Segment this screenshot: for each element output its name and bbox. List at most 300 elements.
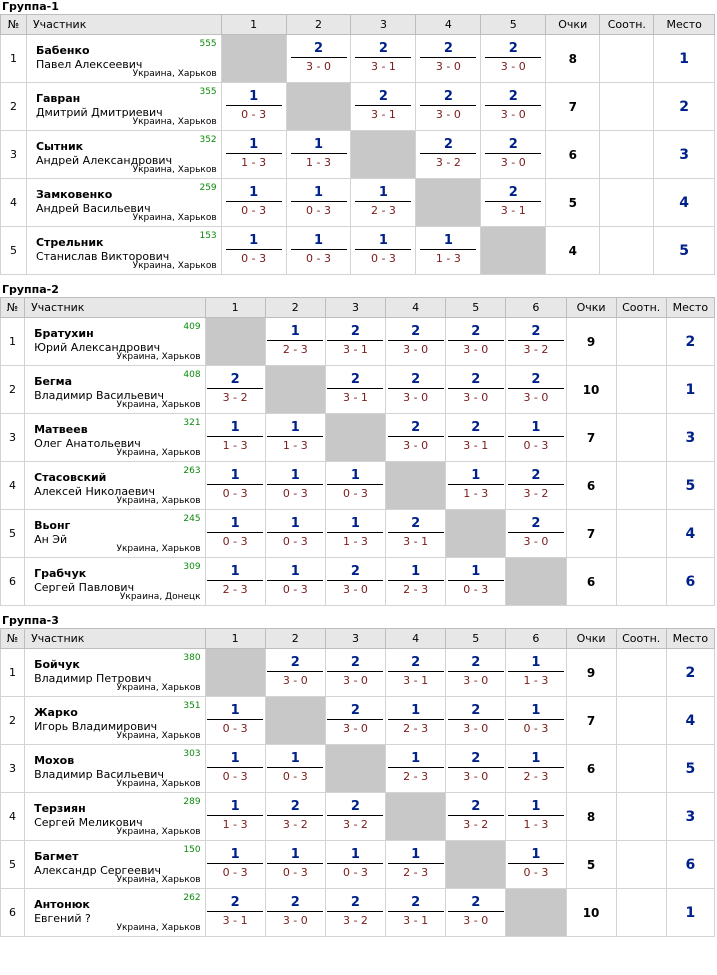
player-fullname: Андрей Васильевич xyxy=(35,201,151,215)
table-row xyxy=(1,697,715,745)
match-result xyxy=(267,656,323,689)
match-score: 3 - 0 xyxy=(500,156,526,169)
match-score: 0 - 3 xyxy=(306,252,332,265)
match-points: 2 xyxy=(355,90,411,106)
match-result xyxy=(508,704,564,737)
match-points: 2 xyxy=(327,896,383,912)
match-result xyxy=(207,565,263,598)
match-points: 2 xyxy=(388,325,444,341)
match-result xyxy=(388,517,444,550)
player-surname[interactable]: Гавран xyxy=(35,91,81,105)
match-result-cell xyxy=(446,745,506,793)
match-score: 1 - 3 xyxy=(241,156,267,169)
player-surname[interactable]: Бойчук xyxy=(34,657,80,671)
self-match-cell xyxy=(205,649,265,697)
table-row xyxy=(1,462,715,510)
player-fullname: Владимир Петрович xyxy=(34,671,152,685)
match-result-cell xyxy=(506,841,566,889)
header-opponent-col: 2 xyxy=(286,15,351,35)
player-surname[interactable]: Багмет xyxy=(34,849,79,863)
player-fullname: Юрий Александрович xyxy=(34,340,161,354)
table-row xyxy=(1,889,715,937)
match-score: 3 - 0 xyxy=(435,108,461,121)
match-score: 0 - 3 xyxy=(306,204,332,217)
match-result xyxy=(267,517,323,550)
header-opponent-col: 1 xyxy=(221,15,286,35)
match-result xyxy=(388,373,444,406)
match-points: 1 xyxy=(327,469,383,485)
player-surname[interactable]: Матвеев xyxy=(34,422,88,436)
match-result xyxy=(388,656,444,689)
match-result xyxy=(291,234,347,267)
match-score: 1 - 3 xyxy=(523,818,549,831)
match-result xyxy=(388,565,444,598)
match-result xyxy=(291,42,347,75)
match-score: 3 - 1 xyxy=(342,343,368,356)
match-score: 3 - 0 xyxy=(342,674,368,687)
match-result xyxy=(508,373,564,406)
match-result xyxy=(508,325,564,358)
player-city: Украина, Донецк xyxy=(119,592,201,602)
match-points: 1 xyxy=(267,517,323,533)
player-surname[interactable]: Сытник xyxy=(35,139,84,153)
player-surname[interactable]: Мохов xyxy=(34,753,75,767)
match-result-cell xyxy=(221,227,286,275)
match-result-cell xyxy=(446,649,506,697)
player-cell xyxy=(25,414,206,462)
player-city: Украина, Харьков xyxy=(116,683,201,693)
match-result-cell xyxy=(506,510,566,558)
match-result-cell xyxy=(351,83,416,131)
header-opponent-col: 6 xyxy=(506,298,566,318)
place-cell: 3 xyxy=(666,793,714,841)
match-result xyxy=(267,421,323,454)
match-result-cell xyxy=(205,697,265,745)
place-cell: 4 xyxy=(666,697,714,745)
match-points: 1 xyxy=(207,704,263,720)
self-match-cell xyxy=(265,366,325,414)
match-result xyxy=(388,421,444,454)
player-fullname: Олег Анатольевич xyxy=(34,436,141,450)
place-cell: 3 xyxy=(666,414,714,462)
match-result-cell xyxy=(286,227,351,275)
match-result xyxy=(226,90,282,123)
match-result-cell xyxy=(416,131,481,179)
match-result-cell xyxy=(265,414,325,462)
total-points: 9 xyxy=(566,318,616,366)
place-cell: 4 xyxy=(654,179,715,227)
match-points: 2 xyxy=(485,138,541,154)
self-match-cell xyxy=(325,414,385,462)
match-result-cell xyxy=(351,35,416,83)
match-result xyxy=(388,896,444,929)
player-city: Украина, Харьков xyxy=(132,261,217,271)
header-opponent-col: 5 xyxy=(446,629,506,649)
row-number: 6 xyxy=(1,889,25,937)
match-result xyxy=(388,325,444,358)
match-result-cell xyxy=(506,462,566,510)
match-points: 2 xyxy=(327,373,383,389)
match-points: 1 xyxy=(226,186,282,202)
match-points: 2 xyxy=(207,896,263,912)
match-points: 2 xyxy=(448,704,504,720)
place-cell: 1 xyxy=(654,35,715,83)
match-score: 3 - 0 xyxy=(500,60,526,73)
player-surname[interactable]: Братухин xyxy=(34,326,94,340)
match-score: 0 - 3 xyxy=(241,252,267,265)
match-result xyxy=(267,469,323,502)
match-result xyxy=(420,138,476,171)
row-number: 5 xyxy=(1,510,25,558)
match-result xyxy=(207,848,263,881)
match-score: 3 - 1 xyxy=(342,391,368,404)
player-rating: 408 xyxy=(183,370,201,380)
match-points: 2 xyxy=(448,421,504,437)
match-points: 1 xyxy=(420,234,476,250)
match-result xyxy=(207,517,263,550)
player-rating: 245 xyxy=(183,514,201,524)
match-score: 0 - 3 xyxy=(370,252,396,265)
place-cell: 6 xyxy=(666,558,714,606)
header-no: № xyxy=(1,15,27,35)
player-cell xyxy=(26,179,221,227)
match-result-cell xyxy=(325,366,385,414)
group-table xyxy=(0,14,715,275)
match-points: 2 xyxy=(267,656,323,672)
match-points: 1 xyxy=(448,469,504,485)
match-result-cell xyxy=(506,366,566,414)
match-result xyxy=(508,752,564,785)
row-number: 3 xyxy=(1,414,25,462)
header-row xyxy=(1,15,715,35)
header-points: Очки xyxy=(566,629,616,649)
table-row xyxy=(1,510,715,558)
match-result-cell xyxy=(481,35,546,83)
player-city: Украина, Харьков xyxy=(116,496,201,506)
place-cell: 1 xyxy=(666,889,714,937)
header-opponent-col: 3 xyxy=(325,298,385,318)
match-score: 3 - 0 xyxy=(435,60,461,73)
match-result xyxy=(327,800,383,833)
player-cell xyxy=(25,697,206,745)
player-surname[interactable]: Стасовский xyxy=(34,470,107,484)
self-match-cell xyxy=(205,318,265,366)
match-points: 2 xyxy=(355,42,411,58)
header-ratio: Соотн. xyxy=(600,15,654,35)
table-row xyxy=(1,366,715,414)
player-rating: 309 xyxy=(183,562,201,572)
match-score: 1 - 3 xyxy=(435,252,461,265)
match-score: 2 - 3 xyxy=(370,204,396,217)
header-place: Место xyxy=(654,15,715,35)
player-surname[interactable]: Стрельник xyxy=(35,235,104,249)
match-score: 0 - 3 xyxy=(222,770,248,783)
match-result-cell xyxy=(221,83,286,131)
match-result-cell xyxy=(286,131,351,179)
player-surname[interactable]: Бегма xyxy=(34,374,73,388)
match-score: 1 - 3 xyxy=(523,674,549,687)
match-points: 1 xyxy=(291,138,347,154)
match-result xyxy=(327,325,383,358)
match-score: 3 - 0 xyxy=(463,674,489,687)
match-result-cell xyxy=(481,131,546,179)
player-cell xyxy=(25,510,206,558)
player-cell xyxy=(25,649,206,697)
ratio-cell xyxy=(616,510,666,558)
ratio-cell xyxy=(600,35,654,83)
match-result-cell xyxy=(416,227,481,275)
match-result xyxy=(207,373,263,406)
match-result-cell xyxy=(386,697,446,745)
match-points: 1 xyxy=(267,848,323,864)
match-score: 3 - 2 xyxy=(282,818,308,831)
match-result-cell xyxy=(265,889,325,937)
header-points: Очки xyxy=(546,15,600,35)
match-points: 1 xyxy=(267,421,323,437)
player-cell xyxy=(26,35,221,83)
total-points: 7 xyxy=(566,697,616,745)
match-result xyxy=(355,234,411,267)
match-points: 2 xyxy=(485,90,541,106)
match-result xyxy=(267,565,323,598)
match-result-cell xyxy=(205,889,265,937)
self-match-cell xyxy=(481,227,546,275)
match-score: 0 - 3 xyxy=(463,583,489,596)
match-result xyxy=(291,138,347,171)
ratio-cell xyxy=(600,83,654,131)
match-result-cell xyxy=(325,649,385,697)
player-cell xyxy=(25,462,206,510)
match-result-cell xyxy=(286,35,351,83)
self-match-cell xyxy=(265,697,325,745)
match-result-cell xyxy=(506,793,566,841)
player-surname[interactable]: Терзиян xyxy=(34,801,86,815)
table-row xyxy=(1,83,715,131)
match-score: 3 - 1 xyxy=(370,60,396,73)
total-points: 6 xyxy=(566,558,616,606)
match-result xyxy=(327,373,383,406)
match-points: 2 xyxy=(448,896,504,912)
match-result-cell xyxy=(325,793,385,841)
match-points: 1 xyxy=(226,138,282,154)
match-score: 3 - 1 xyxy=(403,914,429,927)
match-result-cell xyxy=(325,462,385,510)
match-result xyxy=(508,469,564,502)
match-result-cell xyxy=(386,745,446,793)
player-surname[interactable]: Антонюк xyxy=(34,897,90,911)
match-points: 2 xyxy=(448,325,504,341)
match-points: 1 xyxy=(355,234,411,250)
self-match-cell xyxy=(325,745,385,793)
match-result-cell xyxy=(386,318,446,366)
match-result xyxy=(207,896,263,929)
match-result-cell xyxy=(506,318,566,366)
player-fullname: Ан Эй xyxy=(34,532,68,546)
match-result-cell xyxy=(446,558,506,606)
player-rating: 352 xyxy=(199,135,217,145)
place-cell: 6 xyxy=(666,841,714,889)
match-result-cell xyxy=(386,649,446,697)
player-rating: 289 xyxy=(183,797,201,807)
group-table xyxy=(0,297,715,606)
match-result-cell xyxy=(386,366,446,414)
match-points: 1 xyxy=(508,752,564,768)
player-fullname: Павел Алексеевич xyxy=(35,57,143,71)
header-player: Участник xyxy=(25,298,206,318)
match-result-cell xyxy=(265,510,325,558)
match-score: 3 - 0 xyxy=(282,674,308,687)
match-score: 0 - 3 xyxy=(342,487,368,500)
match-score: 3 - 0 xyxy=(403,343,429,356)
match-result xyxy=(267,896,323,929)
place-cell: 5 xyxy=(654,227,715,275)
row-number: 1 xyxy=(1,318,25,366)
place-cell: 5 xyxy=(666,462,714,510)
match-score: 3 - 0 xyxy=(306,60,332,73)
match-result xyxy=(291,186,347,219)
match-result xyxy=(327,469,383,502)
match-result xyxy=(485,138,541,171)
match-result-cell xyxy=(265,841,325,889)
match-score: 1 - 3 xyxy=(282,439,308,452)
player-city: Украина, Харьков xyxy=(132,69,217,79)
player-rating: 262 xyxy=(183,893,201,903)
player-rating: 259 xyxy=(199,183,217,193)
player-cell xyxy=(26,227,221,275)
match-result-cell xyxy=(506,745,566,793)
player-surname[interactable]: Грабчук xyxy=(34,566,87,580)
self-match-cell xyxy=(351,131,416,179)
match-result xyxy=(448,800,504,833)
match-score: 3 - 0 xyxy=(463,770,489,783)
match-result-cell xyxy=(386,841,446,889)
player-surname[interactable]: Замковенко xyxy=(35,187,113,201)
match-points: 2 xyxy=(207,373,263,389)
player-city: Украина, Харьков xyxy=(116,352,201,362)
match-result-cell xyxy=(265,793,325,841)
match-result-cell xyxy=(416,35,481,83)
match-result-cell xyxy=(446,366,506,414)
table-row xyxy=(1,179,715,227)
match-result xyxy=(267,752,323,785)
match-points: 2 xyxy=(388,517,444,533)
header-opponent-col: 2 xyxy=(265,298,325,318)
match-result-cell xyxy=(265,649,325,697)
match-points: 1 xyxy=(207,565,263,581)
match-score: 3 - 1 xyxy=(222,914,248,927)
match-points: 2 xyxy=(448,656,504,672)
table-row xyxy=(1,841,715,889)
table-row xyxy=(1,745,715,793)
match-result-cell xyxy=(386,558,446,606)
ratio-cell xyxy=(616,462,666,510)
match-score: 3 - 0 xyxy=(282,914,308,927)
row-number: 5 xyxy=(1,841,25,889)
match-result xyxy=(448,469,504,502)
header-opponent-col: 4 xyxy=(386,629,446,649)
match-points: 2 xyxy=(420,42,476,58)
match-points: 1 xyxy=(388,565,444,581)
match-score: 0 - 3 xyxy=(523,866,549,879)
match-result-cell xyxy=(205,414,265,462)
player-surname[interactable]: Жарко xyxy=(34,705,78,719)
match-points: 1 xyxy=(267,752,323,768)
match-score: 3 - 2 xyxy=(523,343,549,356)
match-result-cell xyxy=(386,889,446,937)
match-result xyxy=(388,848,444,881)
match-score: 0 - 3 xyxy=(241,108,267,121)
match-score: 3 - 0 xyxy=(463,391,489,404)
match-points: 2 xyxy=(508,325,564,341)
match-points: 1 xyxy=(508,848,564,864)
match-result-cell xyxy=(481,179,546,227)
player-fullname: Сергей Павлович xyxy=(34,580,135,594)
match-score: 3 - 1 xyxy=(370,108,396,121)
match-score: 3 - 2 xyxy=(435,156,461,169)
match-points: 2 xyxy=(508,373,564,389)
match-points: 2 xyxy=(420,90,476,106)
player-rating: 321 xyxy=(183,418,201,428)
match-score: 2 - 3 xyxy=(523,770,549,783)
ratio-cell xyxy=(616,745,666,793)
match-score: 0 - 3 xyxy=(282,487,308,500)
total-points: 7 xyxy=(566,510,616,558)
match-result-cell xyxy=(205,793,265,841)
player-fullname: Евгений ? xyxy=(34,911,91,925)
match-score: 3 - 1 xyxy=(500,204,526,217)
match-result-cell xyxy=(325,697,385,745)
match-points: 1 xyxy=(508,421,564,437)
match-score: 0 - 3 xyxy=(342,866,368,879)
header-place: Место xyxy=(666,298,714,318)
player-rating: 150 xyxy=(183,845,201,855)
match-points: 1 xyxy=(207,800,263,816)
match-result-cell xyxy=(481,83,546,131)
player-city: Украина, Харьков xyxy=(132,117,217,127)
match-points: 1 xyxy=(508,800,564,816)
ratio-cell xyxy=(600,227,654,275)
self-match-cell xyxy=(221,35,286,83)
self-match-cell xyxy=(506,889,566,937)
match-score: 1 - 3 xyxy=(342,535,368,548)
match-points: 1 xyxy=(267,565,323,581)
match-result-cell xyxy=(506,697,566,745)
header-player: Участник xyxy=(26,15,221,35)
match-result xyxy=(267,325,323,358)
match-result xyxy=(226,234,282,267)
match-score: 0 - 3 xyxy=(282,535,308,548)
match-result xyxy=(355,186,411,219)
player-surname[interactable]: Вьонг xyxy=(34,518,71,532)
player-fullname: Сергей Меликович xyxy=(34,815,143,829)
player-city: Украина, Харьков xyxy=(116,731,201,741)
match-result xyxy=(207,704,263,737)
match-points: 1 xyxy=(226,90,282,106)
place-cell: 2 xyxy=(654,83,715,131)
player-surname[interactable]: Бабенко xyxy=(35,43,90,57)
row-number: 3 xyxy=(1,131,27,179)
row-number: 6 xyxy=(1,558,25,606)
match-result xyxy=(420,234,476,267)
self-match-cell xyxy=(286,83,351,131)
header-row xyxy=(1,298,715,318)
header-opponent-col: 6 xyxy=(506,629,566,649)
row-number: 4 xyxy=(1,179,27,227)
self-match-cell xyxy=(446,841,506,889)
player-city: Украина, Харьков xyxy=(132,165,217,175)
table-row xyxy=(1,414,715,462)
match-score: 3 - 1 xyxy=(403,535,429,548)
